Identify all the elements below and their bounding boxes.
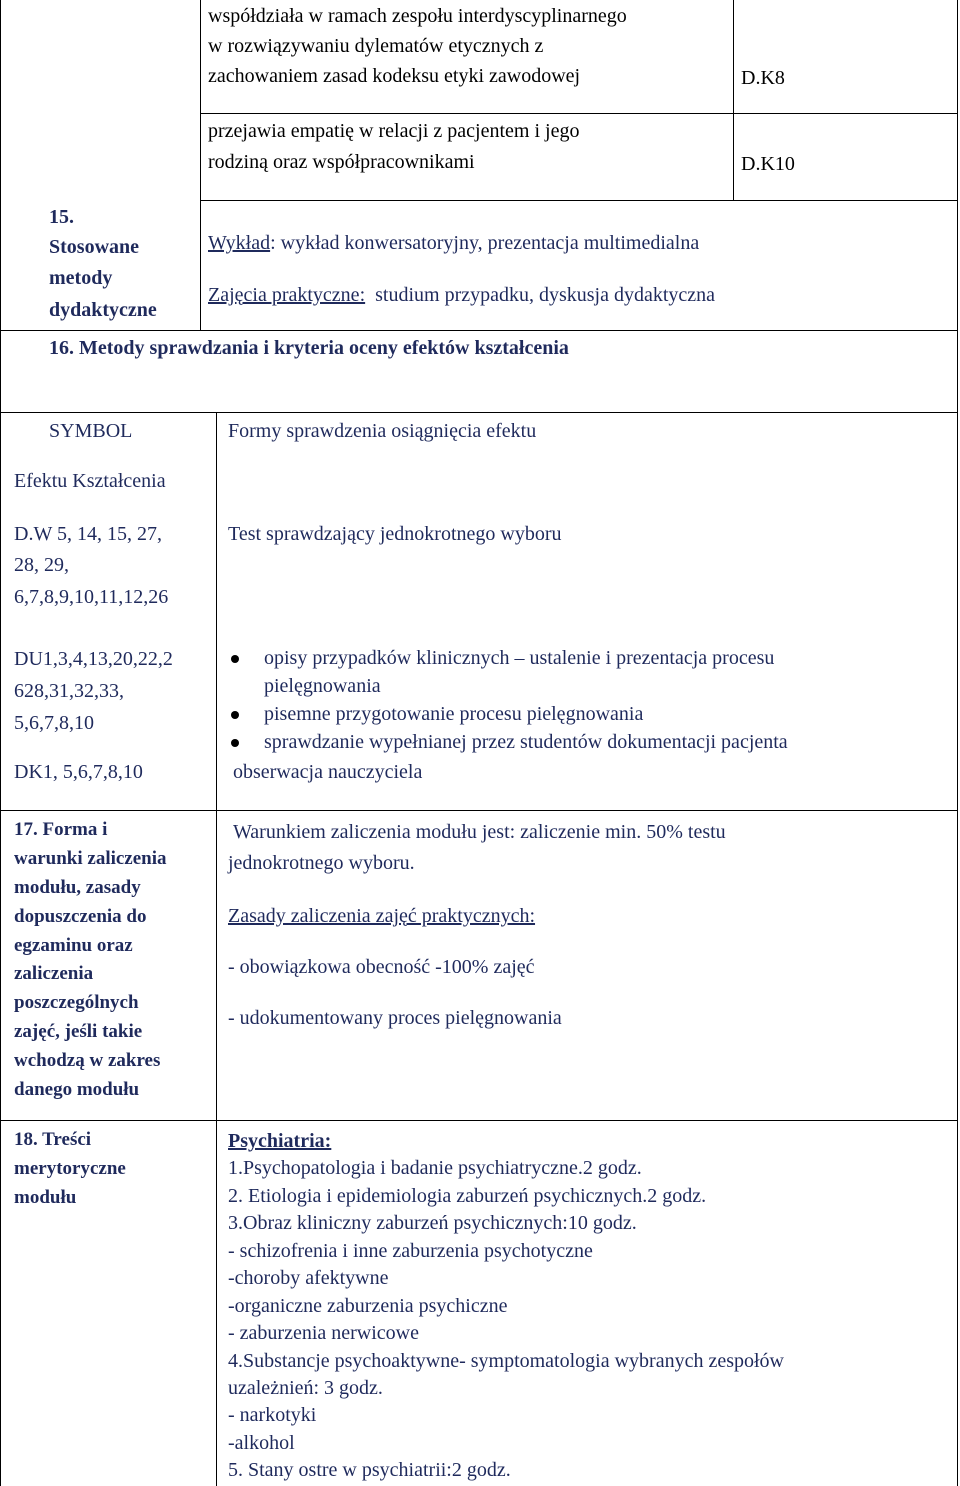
row2-symbol-line: 628,31,32,33, (14, 680, 124, 702)
content-line: - schizofrenia i inne zaburzenia psychotyczne (228, 1240, 593, 1262)
effect-code: D.K10 (741, 153, 795, 175)
lecture-text: : wykład konwersatoryjny, prezentacja multimedialna (270, 232, 700, 254)
row2-symbol-line: DU1,3,4,13,20,22,2 (14, 648, 173, 670)
section15-label-line: dydaktyczne (49, 299, 157, 321)
practical-methods (208, 281, 715, 309)
practical-rule: - obowiązkowa obecność -100% zajęć (228, 956, 535, 978)
bullet-item: pisemne przygotowanie procesu pielęgnowania (264, 703, 644, 725)
section17-label-line: wchodzą w zakres (14, 1050, 161, 1071)
section17-label-line: zaliczenia (14, 963, 94, 984)
effect-code: D.K8 (741, 67, 785, 89)
row3-form: obserwacja nauczyciela (233, 761, 423, 783)
header-forms: Formy sprawdzenia osiągnięcia efektu (228, 420, 537, 442)
row1-symbol-line: 28, 29, (14, 554, 69, 576)
bullet-item: sprawdzanie wypełnianej przez studentów dokumentacji pacjenta (264, 731, 788, 753)
content-line: - narkotyki (228, 1404, 317, 1426)
section15-label-line: 15. (49, 206, 74, 228)
completion-condition: Warunkiem zaliczenia modułu jest: zaliczenie min. 50% testu (233, 821, 726, 843)
practical-text: studium przypadku, dyskusja dydaktyczna (375, 284, 716, 306)
effect-text-line: zachowaniem zasad kodeksu etyki zawodowej (208, 65, 581, 87)
bullet-icon (231, 711, 239, 719)
lecture-methods (208, 229, 699, 257)
content-line: -alkohol (228, 1432, 295, 1454)
row2-symbol-line: 5,6,7,8,10 (14, 712, 94, 734)
bullet-item-cont: pielęgnowania (264, 675, 381, 697)
lecture-label: Wykład (208, 232, 271, 254)
section15-label-line: Stosowane (49, 236, 140, 258)
section17-label-line: zajęć, jeśli takie (14, 1021, 143, 1042)
row1-symbol-line: D.W 5, 14, 15, 27, (14, 523, 162, 545)
section17-label-line: egzaminu oraz (14, 935, 133, 956)
psychiatry-heading: Psychiatria: (228, 1130, 332, 1152)
header-symbol-sub: Efektu Kształcenia (14, 470, 166, 492)
section17-label-line: 17. Forma i (14, 819, 108, 840)
bullet-item: opisy przypadków klinicznych – ustalenie i prezentacja procesu (264, 647, 775, 669)
effect-text-line: przejawia empatię w relacji z pacjentem i jego (208, 120, 580, 142)
completion-condition-cont: jednokrotnego wyboru. (228, 852, 415, 874)
section18-label-line: 18. Treści (14, 1129, 92, 1150)
section17-label-line: warunki zaliczenia (14, 848, 167, 869)
section17-label-line: danego modułu (14, 1079, 140, 1100)
content-line: 4.Substancje psychoaktywne- symptomatologia wybranych zespołów (228, 1350, 784, 1372)
section18-label-line: merytoryczne (14, 1158, 126, 1179)
row1-form: Test sprawdzający jednokrotnego wyboru (228, 523, 562, 545)
content-line: -choroby afektywne (228, 1267, 389, 1289)
content-line: 3.Obraz kliniczny zaburzeń psychicznych:10 godz. (228, 1212, 637, 1234)
practical-label: Zajęcia praktyczne: (208, 284, 366, 306)
bullet-icon (231, 655, 239, 663)
section15-label-line: metody (49, 267, 113, 289)
section18-label-line: modułu (14, 1187, 77, 1208)
content-line: -organiczne zaburzenia psychiczne (228, 1295, 508, 1317)
practical-rule: - udokumentowany proces pielęgnowania (228, 1007, 562, 1029)
section16-title: 16. Metody sprawdzania i kryteria oceny efektów kształcenia (49, 337, 569, 359)
section17-label-line: dopuszczenia do (14, 906, 147, 927)
row1-symbol-line: 6,7,8,9,10,11,12,26 (14, 586, 169, 608)
section17-label-line: modułu, zasady (14, 877, 141, 898)
effect-text-line: rodziną oraz współpracownikami (208, 151, 475, 173)
content-line: 1.Psychopatologia i badanie psychiatryczne.2 godz. (228, 1157, 642, 1179)
bullet-icon (231, 739, 239, 747)
content-line: 2. Etiologia i epidemiologia zaburzeń psychicznych.2 godz. (228, 1185, 707, 1207)
effect-text-line: współdziała w ramach zespołu interdyscyplinarnego (208, 5, 627, 27)
effect-text-line: w rozwiązywaniu dylematów etycznych z (208, 35, 544, 57)
content-line: 5. Stany ostre w psychiatrii:2 godz. (228, 1459, 511, 1481)
row3-symbol: DK1, 5,6,7,8,10 (14, 761, 143, 783)
content-line: uzależnień: 3 godz. (228, 1377, 383, 1399)
content-line: - zaburzenia nerwicowe (228, 1322, 419, 1344)
practical-rules-heading: Zasady zaliczenia zajęć praktycznych: (228, 905, 536, 927)
header-symbol: SYMBOL (49, 420, 133, 442)
section17-label-line: poszczególnych (14, 992, 139, 1013)
